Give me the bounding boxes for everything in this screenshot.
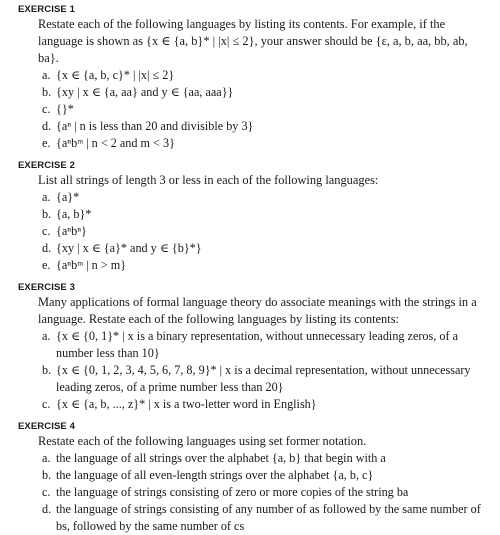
item-text: {aⁿ | n is less than 20 and divisible by 3} xyxy=(56,119,254,133)
item-text: the language of all even-length strings over the alphabet {a, b, c} xyxy=(56,468,374,482)
exercise-item xyxy=(18,450,490,467)
item-marker: d. xyxy=(42,241,52,255)
exercise-items xyxy=(18,328,490,413)
item-marker: c. xyxy=(42,397,51,411)
exercise-item xyxy=(18,189,490,206)
item-text: {aⁿbⁿ} xyxy=(56,224,87,238)
item-text: the language of strings consisting of any number of as followed by the same number of bs, followed by the same number of cs xyxy=(56,502,481,533)
exercise-item xyxy=(18,396,490,413)
item-text: {a, b}* xyxy=(56,207,92,221)
item-marker: e. xyxy=(42,258,51,272)
exercise-item xyxy=(18,135,490,152)
exercise-item xyxy=(18,328,490,362)
exercise-prompt: Many applications of formal language theory do associate meanings with the strings in a language. Restate each of the following languages by listing its contents: xyxy=(38,295,477,326)
exercise-item xyxy=(18,223,490,240)
item-text: {xy | x ∈ {a}* and y ∈ {b}*} xyxy=(56,241,202,255)
exercise-heading: EXERCISE 3 xyxy=(18,282,75,293)
exercise-4 xyxy=(18,421,490,535)
item-marker: a. xyxy=(42,451,51,465)
item-text: {x ∈ {0, 1, 2, 3, 4, 5, 6, 7, 8, 9}* | x is a decimal representation, without unnecessary leading zeros, of a prime number less than 20} xyxy=(56,363,471,394)
exercise-item xyxy=(18,501,490,535)
item-text: {a}* xyxy=(56,190,80,204)
item-marker: b. xyxy=(42,468,52,482)
exercise-item xyxy=(18,101,490,118)
exercise-item xyxy=(18,206,490,223)
item-marker: b. xyxy=(42,207,52,221)
exercise-item xyxy=(18,467,490,484)
exercise-item xyxy=(18,240,490,257)
item-text: {xy | x ∈ {a, aa} and y ∈ {aa, aaa}} xyxy=(56,85,234,99)
item-text: {x ∈ {a, b, ..., z}* | x is a two-letter word in English} xyxy=(56,397,317,411)
item-marker: c. xyxy=(42,224,51,238)
exercise-3 xyxy=(18,282,490,413)
item-marker: d. xyxy=(42,119,52,133)
item-text: the language of strings consisting of zero or more copies of the string ba xyxy=(56,485,409,499)
item-marker: e. xyxy=(42,136,51,150)
exercise-1 xyxy=(18,4,490,152)
exercise-item xyxy=(18,118,490,135)
item-text: {aⁿbᵐ | n < 2 and m < 3} xyxy=(56,136,175,150)
exercise-prompt: Restate each of the following languages using set former notation. xyxy=(38,434,367,448)
item-marker: b. xyxy=(42,85,52,99)
exercise-item xyxy=(18,362,490,396)
item-marker: a. xyxy=(42,190,51,204)
item-text: {}* xyxy=(56,102,74,116)
exercise-prompt: Restate each of the following languages by listing its contents. For example, if the language is shown as {x ∈ {a, b}* | |x| ≤ 2}, your answer should be {ε, a, b, aa, bb, ab, ba}. xyxy=(38,17,468,65)
exercise-item xyxy=(18,257,490,274)
exercise-item xyxy=(18,67,490,84)
item-marker: b. xyxy=(42,363,52,377)
exercise-items xyxy=(18,67,490,152)
exercise-items xyxy=(18,450,490,535)
exercise-item xyxy=(18,84,490,101)
item-marker: a. xyxy=(42,329,51,343)
exercise-heading: EXERCISE 1 xyxy=(18,4,75,15)
item-marker: d. xyxy=(42,502,52,516)
section-spacer xyxy=(18,152,490,160)
item-text: {x ∈ {0, 1}* | x is a binary representation, without unnecessary leading zeros, of a number less than 10} xyxy=(56,329,458,360)
section-spacer xyxy=(18,413,490,421)
section-spacer xyxy=(18,274,490,282)
exercise-2 xyxy=(18,160,490,274)
exercise-items xyxy=(18,189,490,274)
exercise-heading: EXERCISE 4 xyxy=(18,421,75,432)
exercise-heading: EXERCISE 2 xyxy=(18,160,75,171)
exercise-item xyxy=(18,484,490,501)
item-marker: a. xyxy=(42,68,51,82)
item-text: {aⁿbᵐ | n > m} xyxy=(56,258,127,272)
exercise-prompt: List all strings of length 3 or less in each of the following languages: xyxy=(38,173,379,187)
item-marker: c. xyxy=(42,485,51,499)
item-text: {x ∈ {a, b, c}* | |x| ≤ 2} xyxy=(56,68,175,82)
item-text: the language of all strings over the alphabet {a, b} that begin with a xyxy=(56,451,386,465)
item-marker: c. xyxy=(42,102,51,116)
